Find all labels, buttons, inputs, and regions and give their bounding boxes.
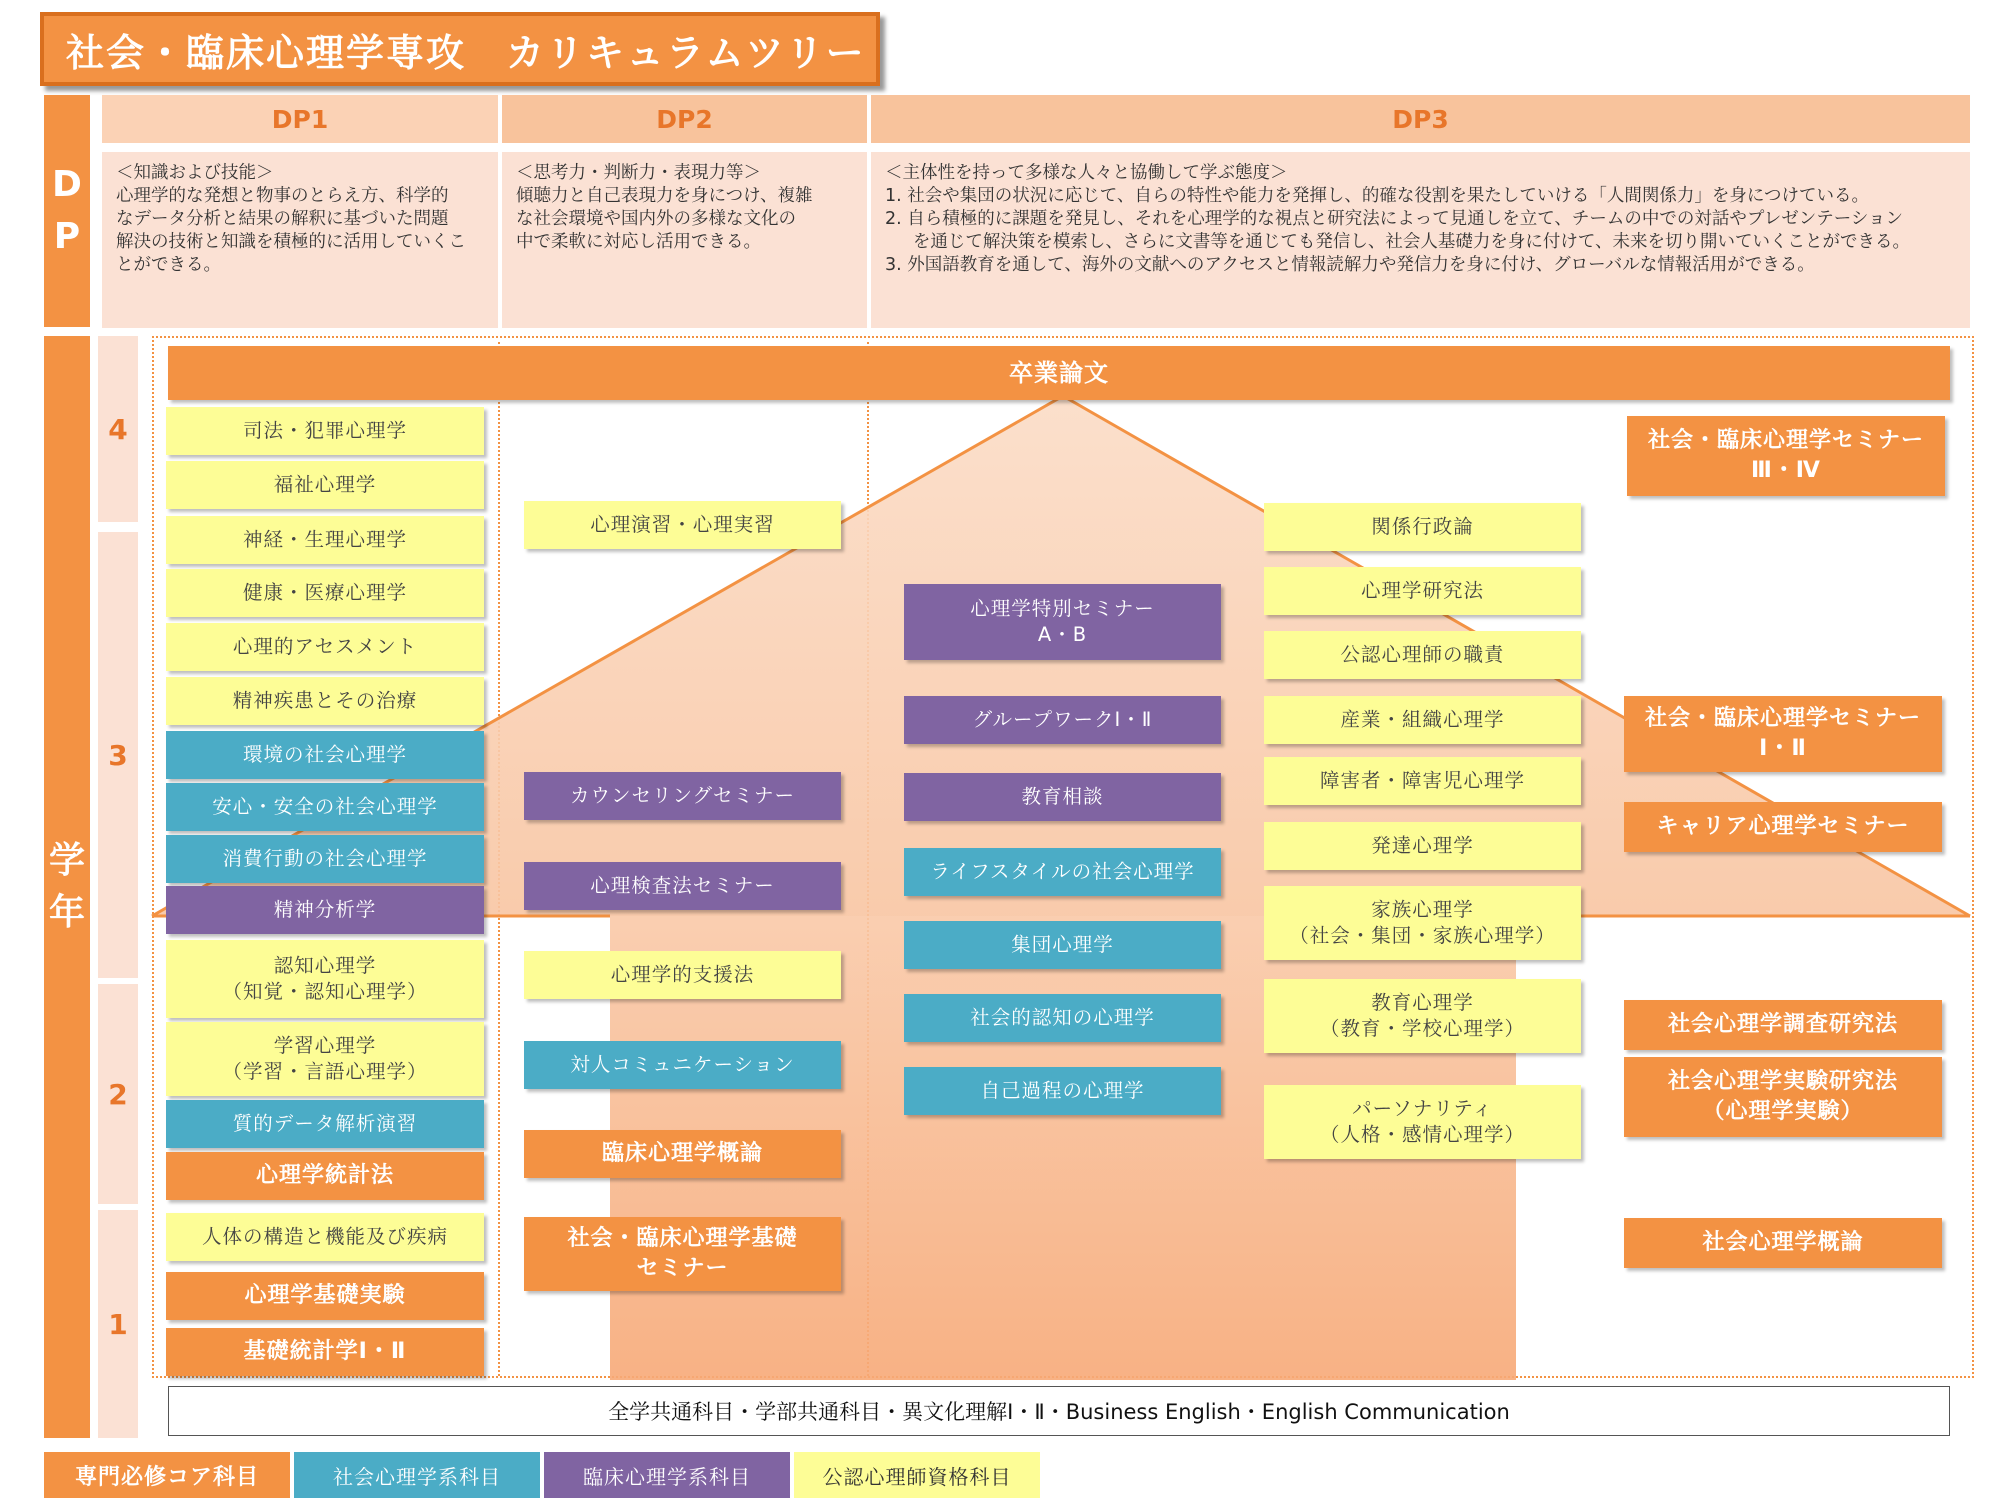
- course-social-survey: 社会心理学調査研究法: [1624, 1000, 1942, 1050]
- course-psychoanalysis: 精神分析学: [166, 886, 484, 934]
- course-group-work: グループワークⅠ・Ⅱ: [904, 696, 1221, 744]
- course-research-methods: 心理学研究法: [1264, 567, 1581, 615]
- course-assessment: 心理的アセスメント: [166, 623, 484, 671]
- course-mental-disorders: 精神疾患とその治療: [166, 677, 484, 725]
- course-welfare-psychology: 福祉心理学: [166, 461, 484, 509]
- page-title: 社会・臨床心理学専攻 カリキュラムツリー: [40, 12, 880, 86]
- course-seminar-1-2: 社会・臨床心理学セミナー Ⅰ・Ⅱ: [1624, 696, 1942, 772]
- course-educational-psychology: 教育心理学 （教育・学校心理学）: [1264, 979, 1581, 1053]
- legend-core: 専門必修コア科目: [44, 1452, 290, 1498]
- year-1: 1: [98, 1210, 138, 1438]
- course-seminar-3-4: 社会・臨床心理学セミナー Ⅲ・Ⅳ: [1627, 416, 1945, 496]
- legend-clinical: 臨床心理学系科目: [544, 1452, 790, 1498]
- dp3-text: ＜主体性を持って多様な人々と協働して学ぶ態度＞ 1. 社会や集団の状況に応じて、自らの特性や能力を発揮し、的確な役割を果たしていける「人間関係力」を身につけている。 2. 自ら積極的に課題を発見し、それを心理学的な視点と研究法によって見通しを立て、チームの中での対話やプレゼンテーション を通じて解決策を模索し、さらに文書等を通じても発信し、社会人基礎力を身に付けて、未来を切り開いていくことができる。 3. 外国語教育を通して、海外の文献へのアクセスと情報読解力や発信力を身に付け、グローバルな情報活用ができる。: [885, 163, 1910, 276]
- course-psych-support: 心理学的支援法: [524, 951, 841, 999]
- course-interpersonal-communication: 対人コミュニケーション: [524, 1041, 841, 1089]
- course-social-experiment: 社会心理学実験研究法 （心理学実験）: [1624, 1057, 1942, 1137]
- course-industrial-psychology: 産業・組織心理学: [1264, 696, 1581, 744]
- course-learning-psychology: 学習心理学 （学習・言語心理学）: [166, 1022, 484, 1096]
- year-4: 4: [98, 336, 138, 522]
- course-group-psychology: 集団心理学: [904, 921, 1221, 969]
- course-safety-social: 安心・安全の社会心理学: [166, 783, 484, 831]
- dp2-text: ＜思考力・判断力・表現力等＞ 傾聴力と自己表現力を身につけ、複雑 な社会環境や国内外の多様な文化の 中で柔軟に対応し活用できる。: [516, 163, 813, 253]
- course-basic-statistics: 基礎統計学Ⅰ・Ⅱ: [166, 1328, 484, 1376]
- course-personality: パーソナリティ （人格・感情心理学）: [1264, 1085, 1581, 1159]
- thesis-bar: 卒業論文: [168, 346, 1950, 400]
- course-environment-social: 環境の社会心理学: [166, 731, 484, 779]
- dp1-header: DP1: [102, 95, 498, 143]
- course-career-seminar: キャリア心理学セミナー: [1624, 802, 1942, 852]
- legend-social: 社会心理学系科目: [294, 1452, 540, 1498]
- course-consumer-social: 消費行動の社会心理学: [166, 835, 484, 883]
- course-qualitative-data: 質的データ解析演習: [166, 1100, 484, 1148]
- dp2-header: DP2: [502, 95, 867, 143]
- course-health-psychology: 健康・医療心理学: [166, 569, 484, 617]
- course-psych-testing-seminar: 心理検査法セミナー: [524, 862, 841, 910]
- course-psych-practice: 心理演習・心理実習: [524, 501, 841, 549]
- year-2: 2: [98, 984, 138, 1204]
- course-social-intro: 社会心理学概論: [1624, 1218, 1942, 1268]
- year-3: 3: [98, 532, 138, 978]
- course-basic-experiment: 心理学基礎実験: [166, 1272, 484, 1320]
- course-developmental-psychology: 発達心理学: [1264, 822, 1581, 870]
- dp1-text: ＜知識および技能＞ 心理学的な発想と物事のとらえ方、科学的 なデータ分析と結果の解釈に基づいた問題 解決の技術と知識を積極的に活用していくこ とができる。: [116, 163, 466, 276]
- course-basic-seminar: 社会・臨床心理学基礎 セミナー: [524, 1217, 841, 1291]
- course-administrative-law: 関係行政論: [1264, 503, 1581, 551]
- course-lifestyle-social: ライフスタイルの社会心理学: [904, 848, 1221, 896]
- course-special-seminar: 心理学特別セミナー A・B: [904, 584, 1221, 660]
- course-family-psychology: 家族心理学 （社会・集団・家族心理学）: [1264, 886, 1581, 960]
- course-clinical-intro: 臨床心理学概論: [524, 1130, 841, 1178]
- course-forensic-psychology: 司法・犯罪心理学: [166, 407, 484, 455]
- course-disability-psychology: 障害者・障害児心理学: [1264, 757, 1581, 805]
- course-counseling-seminar: カウンセリングセミナー: [524, 772, 841, 820]
- course-educational-counseling: 教育相談: [904, 773, 1221, 821]
- course-human-body: 人体の構造と機能及び疾病: [166, 1213, 484, 1261]
- course-social-cognition: 社会的認知の心理学: [904, 994, 1221, 1042]
- course-neuro-psychology: 神経・生理心理学: [166, 516, 484, 564]
- course-cognitive-psychology: 認知心理学 （知覚・認知心理学）: [166, 940, 484, 1018]
- course-self-process: 自己過程の心理学: [904, 1067, 1221, 1115]
- year-sidebar-label: 学 年: [48, 839, 85, 933]
- dp-sidebar-label: D P: [52, 163, 82, 257]
- dp3-header: DP3: [871, 95, 1970, 143]
- common-subjects-bar: 全学共通科目・学部共通科目・異文化理解Ⅰ・Ⅱ・Business English・English Communication: [168, 1386, 1950, 1436]
- course-psychologist-duties: 公認心理師の職責: [1264, 631, 1581, 679]
- legend-license: 公認心理師資格科目: [794, 1452, 1040, 1498]
- course-psych-statistics: 心理学統計法: [166, 1152, 484, 1200]
